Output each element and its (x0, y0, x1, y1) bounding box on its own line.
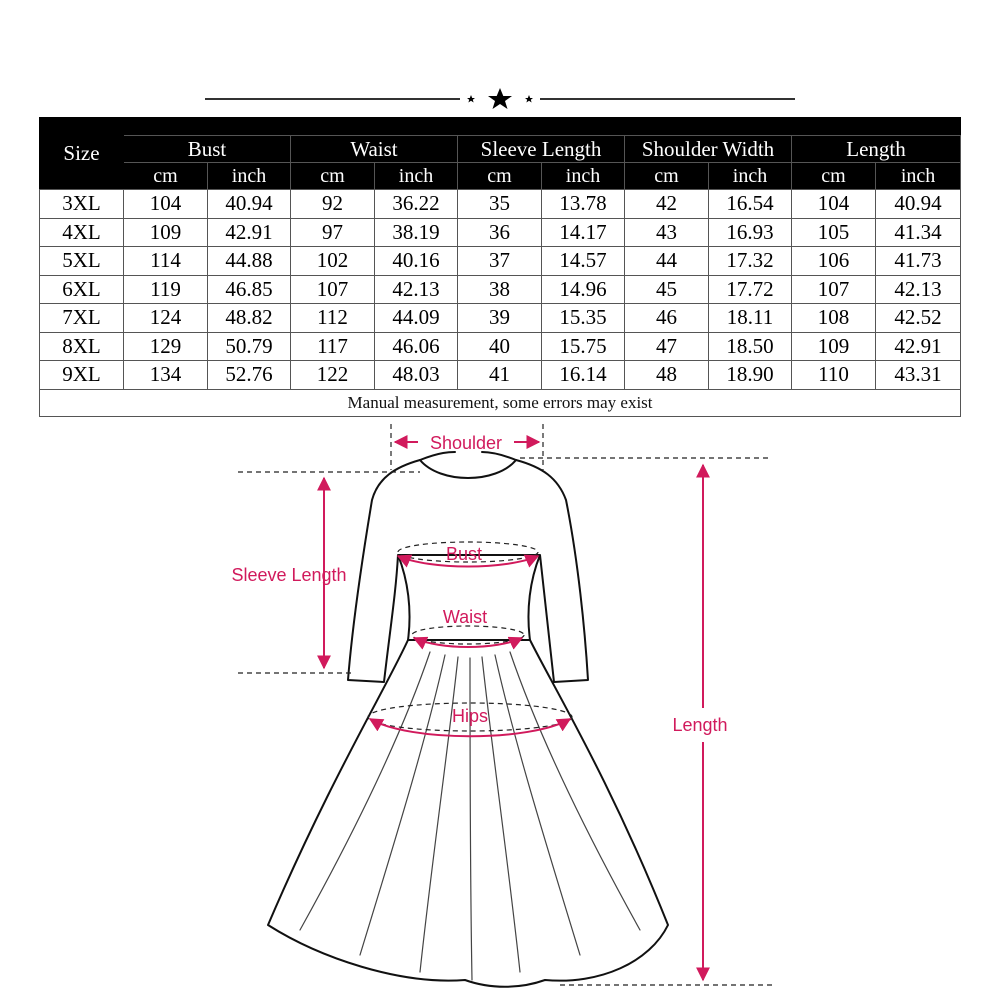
cm-value-cell: 36 (458, 218, 542, 247)
inch-value-cell: 42.52 (876, 304, 961, 333)
inch-value-cell: 42.91 (208, 218, 291, 247)
size-chart-table (39, 117, 961, 417)
inch-value-cell: 38.19 (375, 218, 458, 247)
inch-value-cell: 18.11 (709, 304, 792, 333)
inch-value-cell: 48.03 (375, 361, 458, 390)
unit-header-row (40, 163, 961, 190)
cm-value-cell: 106 (792, 247, 876, 276)
inch-value-cell: 44.09 (375, 304, 458, 333)
cm-value-cell: 124 (124, 304, 208, 333)
inch-value-cell: 14.57 (542, 247, 625, 276)
measurement-note: Manual measurement, some errors may exist (40, 389, 961, 416)
unit-cm-header: cm (458, 163, 542, 190)
cm-value-cell: 104 (792, 190, 876, 219)
note-row (40, 389, 961, 416)
unit-inch-header: inch (375, 163, 458, 190)
size-cell: 9XL (40, 361, 124, 390)
table-row (40, 275, 961, 304)
table-row (40, 190, 961, 219)
cm-value-cell: 44 (625, 247, 709, 276)
cm-value-cell: 41 (458, 361, 542, 390)
cm-value-cell: 107 (291, 275, 375, 304)
cm-value-cell: 117 (291, 332, 375, 361)
cm-value-cell: 35 (458, 190, 542, 219)
cm-value-cell: 108 (792, 304, 876, 333)
inch-value-cell: 41.73 (876, 247, 961, 276)
cm-value-cell: 109 (792, 332, 876, 361)
table-row (40, 361, 961, 390)
length-column-header: Length (792, 136, 961, 163)
inch-value-cell: 52.76 (208, 361, 291, 390)
inch-value-cell: 13.78 (542, 190, 625, 219)
cm-value-cell: 42 (625, 190, 709, 219)
inch-value-cell: 42.13 (375, 275, 458, 304)
cm-value-cell: 122 (291, 361, 375, 390)
cm-value-cell: 129 (124, 332, 208, 361)
cm-value-cell: 48 (625, 361, 709, 390)
table-row (40, 332, 961, 361)
unit-inch-header: inch (542, 163, 625, 190)
inch-value-cell: 14.96 (542, 275, 625, 304)
size-cell: 5XL (40, 247, 124, 276)
cm-value-cell: 119 (124, 275, 208, 304)
size-cell: 6XL (40, 275, 124, 304)
shoulder-width-column-header: Shoulder Width (625, 136, 792, 163)
cm-value-cell: 110 (792, 361, 876, 390)
header-top-band (40, 118, 961, 136)
inch-value-cell: 16.93 (709, 218, 792, 247)
inch-value-cell: 42.13 (876, 275, 961, 304)
dress-measurement-diagram (0, 420, 1000, 1000)
cm-value-cell: 92 (291, 190, 375, 219)
unit-inch-header: inch (208, 163, 291, 190)
inch-value-cell: 18.50 (709, 332, 792, 361)
waist-column-header: Waist (291, 136, 458, 163)
cm-value-cell: 105 (792, 218, 876, 247)
bust-label: Bust (445, 544, 483, 564)
inch-value-cell: 17.72 (709, 275, 792, 304)
cm-value-cell: 97 (291, 218, 375, 247)
header-band (124, 118, 961, 136)
unit-cm-header: cm (124, 163, 208, 190)
cm-value-cell: 46 (625, 304, 709, 333)
sleeve-length-label: Sleeve Length (231, 565, 347, 585)
size-cell: 7XL (40, 304, 124, 333)
cm-value-cell: 104 (124, 190, 208, 219)
inch-value-cell: 42.91 (876, 332, 961, 361)
inch-value-cell: 17.32 (709, 247, 792, 276)
inch-value-cell: 41.34 (876, 218, 961, 247)
table-row (40, 218, 961, 247)
cm-value-cell: 47 (625, 332, 709, 361)
inch-value-cell: 40.94 (876, 190, 961, 219)
table-row (40, 304, 961, 333)
size-cell: 3XL (40, 190, 124, 219)
inch-value-cell: 40.94 (208, 190, 291, 219)
cm-value-cell: 37 (458, 247, 542, 276)
unit-cm-header: cm (625, 163, 709, 190)
cm-value-cell: 45 (625, 275, 709, 304)
inch-value-cell: 50.79 (208, 332, 291, 361)
unit-inch-header: inch (876, 163, 961, 190)
table-row (40, 247, 961, 276)
cm-value-cell: 112 (291, 304, 375, 333)
inch-value-cell: 43.31 (876, 361, 961, 390)
inch-value-cell: 16.54 (709, 190, 792, 219)
size-column-header: Size (40, 118, 124, 190)
inch-value-cell: 36.22 (375, 190, 458, 219)
unit-cm-header: cm (792, 163, 876, 190)
inch-value-cell: 44.88 (208, 247, 291, 276)
inch-value-cell: 16.14 (542, 361, 625, 390)
cm-value-cell: 114 (124, 247, 208, 276)
size-rows (40, 190, 961, 390)
unit-inch-header: inch (709, 163, 792, 190)
inch-value-cell: 15.75 (542, 332, 625, 361)
star-divider-icon (0, 86, 1000, 116)
cm-value-cell: 40 (458, 332, 542, 361)
cm-value-cell: 43 (625, 218, 709, 247)
unit-cm-header: cm (291, 163, 375, 190)
inch-value-cell: 48.82 (208, 304, 291, 333)
shoulder-label: Shoulder (429, 433, 503, 453)
cm-value-cell: 134 (124, 361, 208, 390)
cm-value-cell: 107 (792, 275, 876, 304)
bust-column-header: Bust (124, 136, 291, 163)
inch-value-cell: 18.90 (709, 361, 792, 390)
hips-label: Hips (451, 706, 489, 726)
inch-value-cell: 14.17 (542, 218, 625, 247)
inch-value-cell: 46.85 (208, 275, 291, 304)
inch-value-cell: 15.35 (542, 304, 625, 333)
cm-value-cell: 38 (458, 275, 542, 304)
inch-value-cell: 46.06 (375, 332, 458, 361)
length-label: Length (672, 715, 728, 735)
waist-label: Waist (442, 607, 488, 627)
cm-value-cell: 102 (291, 247, 375, 276)
size-cell: 4XL (40, 218, 124, 247)
cm-value-cell: 39 (458, 304, 542, 333)
group-header-row (40, 136, 961, 163)
inch-value-cell: 40.16 (375, 247, 458, 276)
size-cell: 8XL (40, 332, 124, 361)
sleeve-length-column-header: Sleeve Length (458, 136, 625, 163)
cm-value-cell: 109 (124, 218, 208, 247)
